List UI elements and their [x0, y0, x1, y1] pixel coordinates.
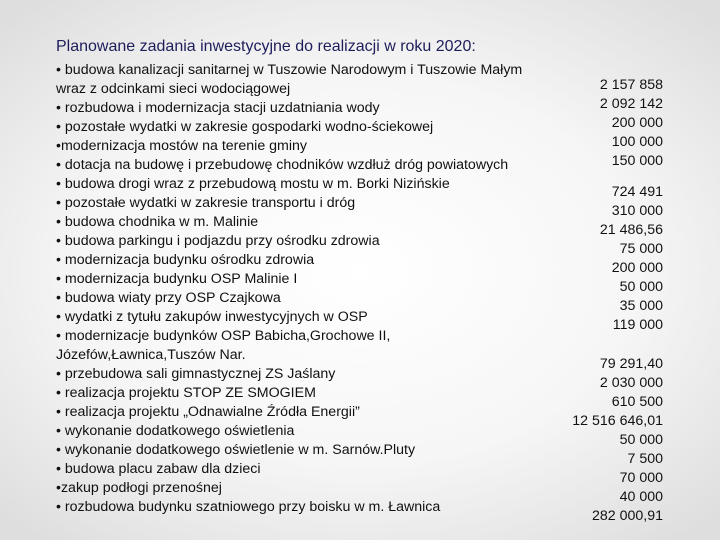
- task-line: Józefów,Ławnica,Tuszów Nar.: [56, 347, 246, 363]
- amount-value: 2 092 142: [599, 96, 663, 112]
- amount-value: 150 000: [611, 153, 663, 169]
- amount-value: 2 157 858: [599, 77, 663, 93]
- task-line: • budowa chodnika w m. Malinie: [56, 214, 259, 230]
- investment-task-list: [56, 61, 522, 517]
- amount-value: 75 000: [619, 241, 663, 257]
- amount-value: 70 000: [619, 470, 663, 486]
- task-line: • realizacja projektu STOP ZE SMOGIEM: [56, 385, 316, 401]
- task-line: • budowa placu zabaw dla dzieci: [56, 461, 261, 477]
- task-line: • budowa drogi wraz z przebudową mostu w m. Borki Nizińskie: [56, 176, 450, 192]
- amount-value: 119 000: [612, 317, 663, 333]
- amount-value: 200 000: [611, 260, 663, 276]
- slide-title: Planowane zadania inwestycyjne do realizacji w roku 2020:: [56, 38, 476, 55]
- amount-value: 2 030 000: [599, 375, 663, 391]
- amount-column: [572, 76, 663, 526]
- amount-value: 40 000: [619, 489, 663, 505]
- amount-spacer: [572, 171, 663, 183]
- task-line: • wydatki z tytułu zakupów inwestycyjnych w OSP: [56, 309, 368, 325]
- amount-value: 724 491: [611, 184, 663, 200]
- task-line: • realizacja projektu „Odnawialne Źródła Energii”: [56, 404, 360, 420]
- amount-value: 610 500: [611, 394, 663, 410]
- task-line: wraz z odcinkami sieci wodociągowej: [56, 81, 291, 97]
- amount-value: 21 486,56: [599, 222, 663, 238]
- amount-spacer: [572, 335, 663, 355]
- task-line: • budowa parkingu i podjazdu przy ośrodku zdrowia: [56, 233, 380, 249]
- task-line: • modernizacja budynku OSP Malinie I: [56, 271, 298, 287]
- task-line: • modernizacja budynku ośrodku zdrowia: [56, 252, 315, 268]
- task-line: • rozbudowa budynku szatniowego przy boisku w m. Ławnica: [56, 499, 441, 515]
- amount-value: 50 000: [619, 432, 663, 448]
- task-line: •zakup podłogi przenośnej: [56, 480, 222, 496]
- task-line: • pozostałe wydatki w zakresie transportu i dróg: [56, 195, 356, 211]
- task-line: • budowa kanalizacji sanitarnej w Tuszowie Narodowym i Tuszowie Małym: [56, 62, 523, 78]
- task-line: • pozostałe wydatki w zakresie gospodarki wodno-ściekowej: [56, 119, 434, 135]
- task-line: • przebudowa sali gimnastycznej ZS Jaślany: [56, 366, 336, 382]
- amount-value: 12 516 646,01: [572, 413, 663, 429]
- task-line: •modernizacja mostów na terenie gminy: [56, 138, 307, 154]
- task-line: • dotacja na budowę i przebudowę chodników wzdłuż dróg powiatowych: [56, 157, 509, 173]
- amount-value: 50 000: [619, 279, 663, 295]
- task-line: • wykonanie dodatkowego oświetlenie w m. Sarnów.Pluty: [56, 442, 416, 458]
- amount-value: 282 000,91: [591, 508, 663, 524]
- amount-value: 79 291,40: [599, 356, 663, 372]
- amount-value: 7 500: [627, 451, 663, 467]
- amount-value: 200 000: [611, 115, 663, 131]
- task-line: • rozbudowa i modernizacja stacji uzdatniania wody: [56, 100, 380, 116]
- task-line: • budowa wiaty przy OSP Czajkowa: [56, 290, 281, 306]
- task-line: • modernizacje budynków OSP Babicha,Grochowe II,: [56, 328, 391, 344]
- task-line: • wykonanie dodatkowego oświetlenia: [56, 423, 295, 439]
- amount-value: 35 000: [619, 298, 663, 314]
- amount-value: 100 000: [611, 134, 663, 150]
- amount-value: 310 000: [611, 203, 663, 219]
